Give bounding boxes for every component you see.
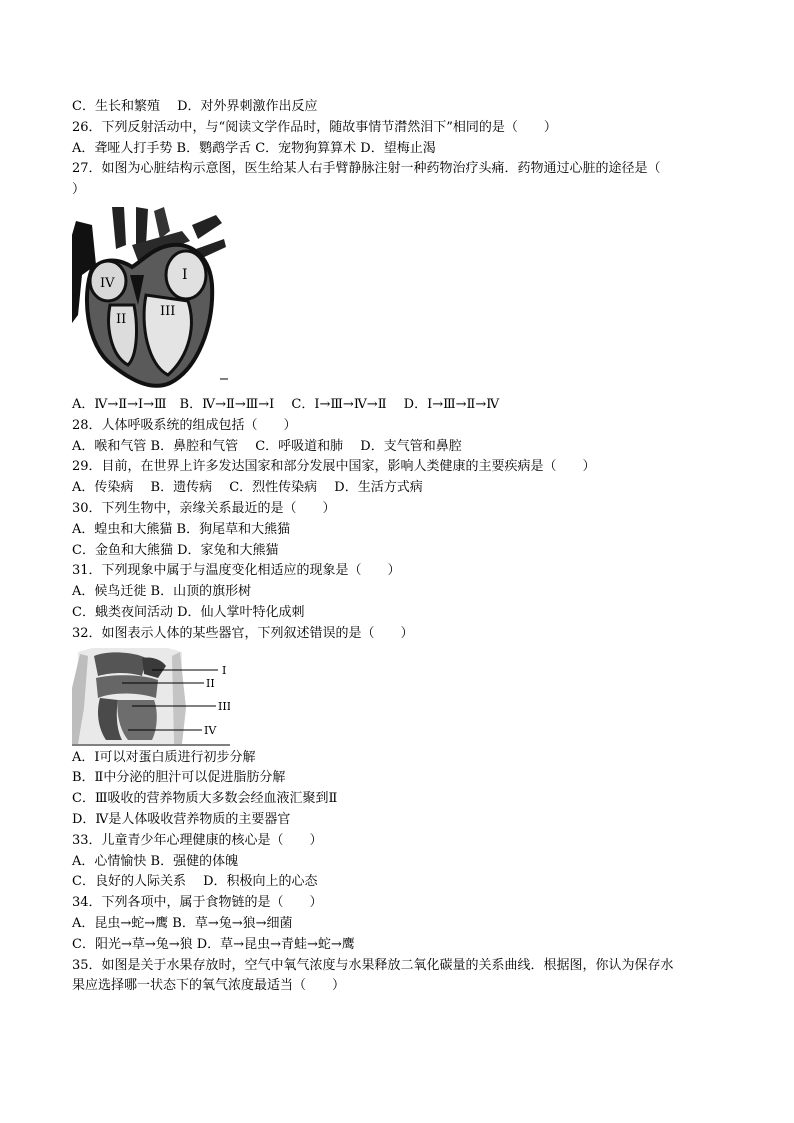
q30-options-cd: C．金鱼和大熊猫 D．家兔和大熊猫 — [72, 542, 279, 558]
q32-option-a: A．Ⅰ可以对蛋白质进行初步分解 — [72, 749, 256, 765]
q27-options: A．Ⅳ→Ⅱ→Ⅰ→Ⅲ B．Ⅳ→Ⅱ→Ⅲ→Ⅰ C．Ⅰ→Ⅲ→Ⅳ→Ⅱ D．Ⅰ→Ⅲ→Ⅱ→Ⅳ — [72, 396, 500, 412]
heart-label-iv: IV — [100, 275, 115, 291]
heart-label-ii: II — [116, 311, 127, 327]
q30-options-ab: A．蝗虫和大熊猫 B．狗尾草和大熊猫 — [72, 521, 291, 537]
q35-stem-line1: 35．如图是关于水果存放时，空气中氧气浓度与水果释放二氧化碳量的关系曲线．根据图，你认为保存水 — [72, 957, 674, 973]
organ-label-iii: III — [218, 699, 230, 713]
exam-page — [72, 97, 732, 997]
q34-options-ab: A．昆虫→蛇→鹰 B．草→兔→狼→细菌 — [72, 915, 293, 931]
q32-option-c: C．Ⅲ吸收的营养物质大多数会经血液汇聚到Ⅱ — [72, 791, 338, 807]
q31-options-cd: C．蛾类夜间活动 D．仙人掌叶特化成刺 — [72, 604, 305, 620]
q33-options-cd: C．良好的人际关系 D．积极向上的心态 — [72, 874, 318, 890]
q34-stem: 34．下列各项中，属于食物链的是（ ） — [72, 895, 323, 911]
q33-options-ab: A．心情愉快 B．强健的体魄 — [72, 853, 239, 869]
q35-stem-line2: 果应选择哪一状态下的氧气浓度最适当（ ） — [72, 978, 346, 994]
q28-stem: 28．人体呼吸系统的组成包括（ ） — [72, 417, 297, 433]
q32-stem: 32．如图表示人体的某些器官，下列叙述错误的是（ ） — [72, 625, 414, 641]
heart-label-iii: III — [160, 303, 176, 319]
q32-option-b: B．Ⅱ中分泌的胆汁可以促进脂肪分解 — [72, 770, 286, 786]
organ-label-iv: IV — [204, 723, 217, 737]
q27-stem-line2: ） — [72, 182, 86, 198]
q26-options: A．聋哑人打手势 B．鹦鹉学舌 C．宠物狗算算术 D．望梅止渴 — [72, 140, 436, 156]
q28-options: A．喉和气管 B．鼻腔和气管 C．呼吸道和肺 D．支气管和鼻腔 — [72, 438, 462, 454]
organ-label-i: I — [222, 663, 227, 677]
q29-options: A．传染病 B．遗传病 C．烈性传染病 D．生活方式病 — [72, 480, 423, 496]
organ-label-ii: II — [206, 676, 215, 690]
q33-stem: 33．儿童青少年心理健康的核心是（ ） — [72, 832, 323, 848]
q31-options-ab: A．候鸟迁徙 B．山顶的旗形树 — [72, 584, 252, 600]
digestive-organs-diagram — [72, 648, 230, 746]
q25-options-cd: C．生长和繁殖 D．对外界刺激作出反应 — [72, 99, 318, 114]
q29-stem: 29．目前，在世界上许多发达国家和部分发展中国家，影响人类健康的主要疾病是（ ） — [72, 459, 596, 475]
heart-label-i: I — [182, 266, 188, 283]
heart-diagram — [72, 205, 228, 393]
q34-options-cd: C．阳光→草→兔→狼 D．草→昆虫→青蛙→蛇→鹰 — [72, 936, 355, 952]
q32-option-d: D．Ⅳ是人体吸收营养物质的主要器官 — [72, 811, 291, 827]
q31-stem: 31．下列现象中属于与温度变化相适应的现象是（ ） — [72, 563, 401, 579]
q27-stem-line1: 27．如图为心脏结构示意图，医生给某人右手臂静脉注射一种药物治疗头痛．药物通过心脏的途径是（ — [72, 161, 661, 177]
q30-stem: 30．下列生物中，亲缘关系最近的是（ ） — [72, 500, 336, 516]
q26-stem: 26．下列反射活动中，与“阅读文学作品时，随故事情节潸然泪下”相同的是（ ） — [72, 119, 557, 135]
